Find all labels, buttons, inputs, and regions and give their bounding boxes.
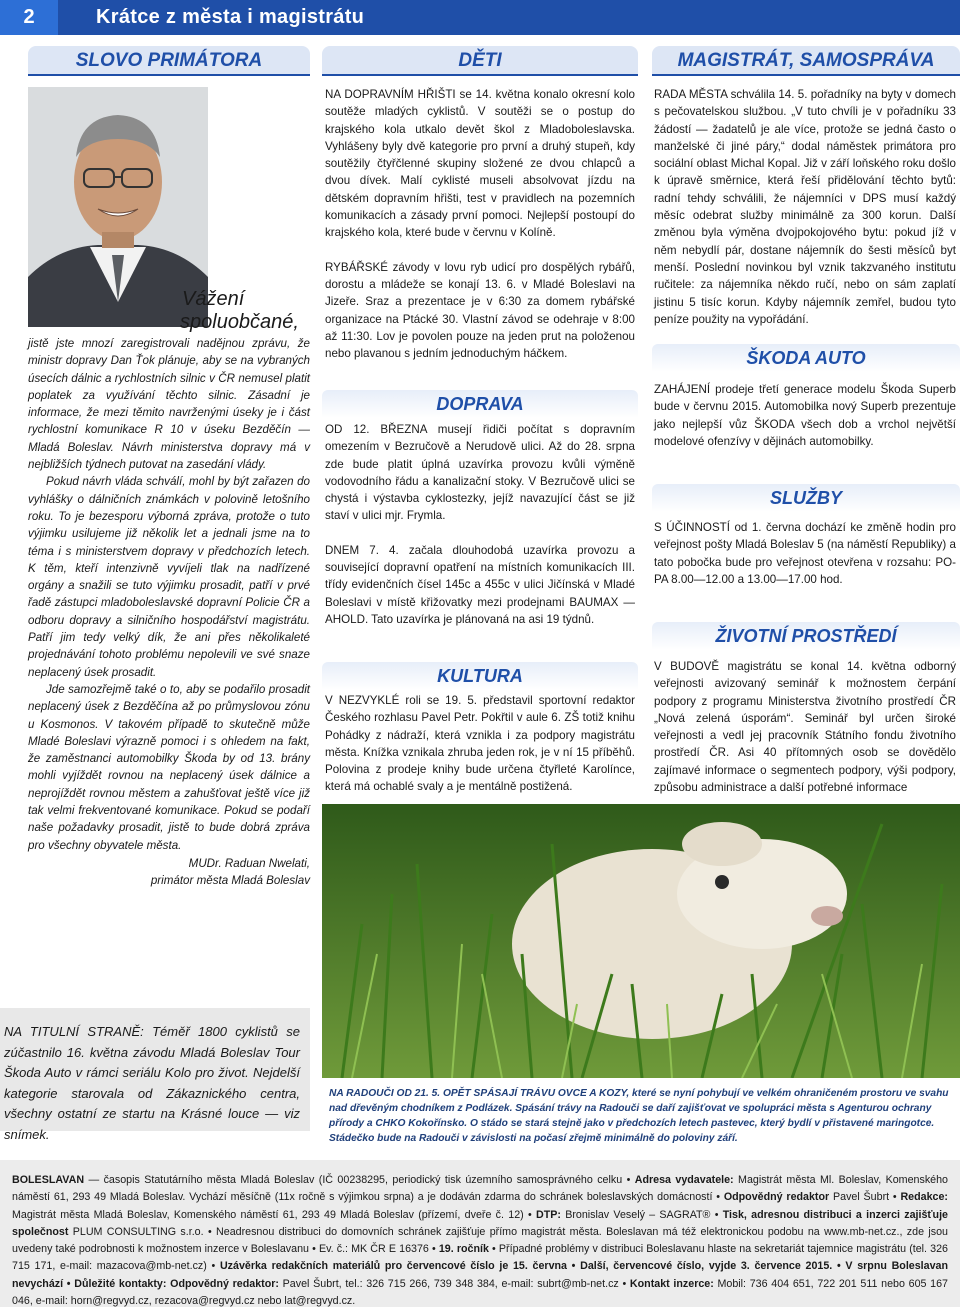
sluzby-article <box>654 519 956 588</box>
deti-article <box>325 86 635 362</box>
magistrat-article <box>654 86 956 328</box>
section-title-zivotni: ŽIVOTNÍ PROSTŘEDÍ <box>652 622 960 650</box>
page-number: 2 <box>0 0 58 35</box>
primator-paragraph: jistě jste mnozí zaregistrovali nadějnou zprávu, že ministr dopravy Dan Ťok plánuje, aby se na vybraných úsecích dálnic a rychlostních silnic v ČR nemusel platit poplatek za využívání těchto silnic. Zásadní je informace, že mezi těmito navrženými úseky je i část rychlostní komunikace R 10 v úseku Bezděčín — Mladá Boleslav. Návrh ministerstva dopravy má v nejbližších týdnech putovat na zasedání vlády. <box>28 337 310 472</box>
zivotni-article <box>654 658 956 796</box>
magistrat-paragraph: RADA MĚSTA schválila 14. 5. pořadníky na byty v domech s pečovatelskou službou. „V tuto chvíli je v pořadníku 33 žádostí — žadatelů je ale více, protože se jedná často o manželské či jiné páry,“ dodal náměstek primátora pro sociální oblast Michal Kopal. Již v září loňského roku došlo k úpravě směrnice, která řeší přidělování těchto bytů: radní tehdy schválili, že nájemníci v DPS musí každý měsíc odebrat služby minimálně za 300 korun. Další změnou byla výměna dvojpokojového bytu: pokud jíž v něm nebydlí pár, dostane nájemník do šesti měsíců byt menší. Poslední novinkou byl vznik takzvaného institutu ručitele: za nájemníka někdo ručí, nebo on sám zaplatí jistinu 5 tisíc korun. Kdyby nájemník zemřel, budou tyto peníze použity na vypořádání. <box>654 88 956 326</box>
imprint-text: BOLESLAVAN — časopis Statutárního města Mladá Boleslav (IČ 00238295, periodický tisk územního samosprávného celku • Adresa vydavatele: Magistrát města Ml. Boleslav, Komenského náměstí 61, 293 49 Mladá Boleslav. Vychází měsíčně (11x ročně s výjimkou srpna) a je dodáván zdarma do schránek boleslavských domácností • Odpovědný redaktor Pavel Šubrt • Redakce: Magistrát města Mladá Boleslav, Komenského náměstí 61, 293 49 Mladá Boleslav (přízemí, dveře č. 12) • DTP: Bronislav Veselý – SAGRAT® • Tisk, adresnou distribuci a inzerci zajišťuje společnost PLUM CONSULTING s.r.o. • Neadresnou distribuci do domovních schránek zajišťuje přímo magistrát města. Boleslavan má též elektronickou podobu na www.mb-net.cz., zde jsou uvedeny také podrobnosti k možnostem inzerce v Boleslavanu • Ev. č.: MK ČR E 16376 • 19. ročník • Případné problémy v distribuci Boleslavanu hlaste na sekretariát tajemnice magistrátu (tel. 326 715 171, e-mail: mazacova@mb-net.cz) • Uzávěrka redakčních materiálů pro červencové číslo je 15. června • Další, červencové číslo, vyjde 3. července 2015. • V srpnu Boleslavan nevychází • Důležité kontakty: Odpovědný redaktor: Pavel Šubrt, tel.: 326 715 266, 739 348 384, e-mail: subrt@mb-net.cz • Kontakt inzerce: Mobil: 736 404 651, 722 201 511 nebo 605 167 046, e-mail: horn@regvyd.cz, rezacova@regvyd.cz nebo lat@regvyd.cz. <box>12 1174 949 1308</box>
sluzby-paragraph: S ÚČINNOSTÍ od 1. června dochází ke změně hodin pro veřejnost pošty Mladá Boleslav 5 (na náměstí Republiky) a tato pobočka bude pro veřejnost otevřena v rozsahu: PO-PA 8.00—12.00 a 13.00—17.00 hod. <box>654 521 956 586</box>
photo-caption: NA RADOUČI OD 21. 5. OPĚT SPÁSAJÍ TRÁVU OVCE A KOZY, které se nyní pohybují ve velkém ohraničeném prostoru ve svahu nad dřevěným chodníkem z Podlázek. Spásání trávy na Radouči se daří zajišťovat ve spolupráci města s Agenturou ochrany přírody a CHKO Kokořínsko. O stádo se stará stejně jako v předchozích letech pastevec, který bydlí v přistavené maringotce. Stádečko bude na Radouči v závislosti na počasí zřejmě minimálně do poloviny září. <box>329 1088 949 1144</box>
skoda-article <box>654 381 956 450</box>
section-title-deti: DĚTI <box>322 46 638 76</box>
lamb-photo <box>322 804 960 1078</box>
signature-title: primátor města Mladá Boleslav <box>150 874 310 888</box>
primator-article <box>28 335 310 890</box>
salutation: Vážení spoluobčané, <box>180 288 299 333</box>
doprava-paragraph: OD 12. BŘEZNA musejí řidiči počítat s dopravním omezením v Bezručově a Nerudově ulici. Až do 28. srpna zde bude platit úplná uzavírka provozu kvůli výměně vodovodního řádu a kanalizační stoky. V Bezručově ulici se chystá i výstavba cyklostezky, jejíž navazující část se již staví v ulici mjr. Frymla. <box>325 423 635 523</box>
section-title-kultura: KULTURA <box>322 662 638 690</box>
kultura-article <box>325 692 635 796</box>
section-title-magistrat: MAGISTRÁT, SAMOSPRÁVA <box>652 46 960 76</box>
skoda-paragraph: ZAHÁJENÍ prodeje třetí generace modelu Škoda Superb bude v červnu 2015. Automobilka nový Superb prezentuje jako nejlepší vůz ŠKODA všech dob a vrchol největší modelové ofenzívy v dějinách automobilky. <box>654 383 956 448</box>
section-title-sluzby: SLUŽBY <box>652 484 960 512</box>
title-page-note: NA TITULNÍ STRANĚ: Téměř 1800 cyklistů se zúčastnilo 16. května závodu Mladá Boleslav Tour Škoda Auto v rámci seriálu Kolo pro život. Nejdelší kategorie starovala od Zákaznického centra, všechny ostatní ze startu na Krásné louce — viz snímek. <box>0 1008 310 1131</box>
kultura-paragraph: V NEZVYKLÉ roli se 19. 5. představil sportovní redaktor Českého rozhlasu Pavel Petr. Pokřtil v aule 6. ZŠ totiž knihu Pohádky z nádraží, která vznikla i za podpory magistrátu města. Knížka vznikala zhruba jeden rok, je v ní 15 příběhů. Polovina z prodeje knihy bude určena čtyřleté Karolínce, která má ochablé svaly a je mentálně postižená. <box>325 694 635 794</box>
signature-name: MUDr. Raduan Nwelati, <box>188 856 310 870</box>
doprava-paragraph: DNEM 7. 4. začala dlouhodobá uzavírka provozu a související dopravní opatření na místních komunikacích III. třídy evidenčních čísel 145c a 455c v ulici Jičínská v Mladé Boleslavi v místě křižovatky mezi prodejnami BAUMAX — AHOLD. Tato uzavírka je plánovaná na asi 19 týdnů. <box>325 543 635 626</box>
page-title: Krátce z města i magistrátu <box>96 6 365 28</box>
primator-paragraph: Pokud návrh vláda schválí, mohl by být zařazen do vyhlášky o dálničních známkách v polovině letošního roku. To je bezesporu výborná zpráva, protože o tuto výjimku usilujeme již několik let a jednali jsme na to téma i s ministerstvem dopravy v předchozích letech. K těm, kteří intenzivně vyvíjeli tlak na nadřízené orgány a snažili se tuto výjimku prosadit, patří v prvé řadě zástupci mladoboleslavské dopravní Policie ČR a odboru dopravy a silničního hospodářství magistrátu. Patří jim tedy velký dík, že ani přes několikaleté projednávání tohoto problému nepolevili ve své snaze neplacený úsek prosadit. <box>28 475 310 679</box>
doprava-article <box>325 421 635 628</box>
section-title-doprava: DOPRAVA <box>322 390 638 418</box>
imprint-footer <box>0 1160 960 1307</box>
deti-paragraph: RYBÁŘSKÉ závody v lovu ryb udicí pro dospělých rybářů, dorostu a mládeže se konají 13. 6. v Mladé Boleslavi na Jizeře. Sraz a prezentace je v 6:30 za domem rybářské organizace na Ptácké 30. Vlastní závod se odehraje v 8:00 až 11:30. Lov je povolen pouze na jeden prut na položenou nebo plavanou s jedním jednoduchým háčkem. <box>325 260 635 361</box>
deti-paragraph: NA DOPRAVNÍM HŘIŠTI se 14. května konalo okresní kolo soutěže mladých cyklistů. V soutěži se o postup do krajského kola utkalo devět škol z Mladoboleslavska. Vyhlášeny byly dvě kategorie pro první a druhý stupeň, kdy soutěžily čtyřčlenné skupiny složené ze dvou chlapců a dvou dívek. Malí cyklisté museli absolvovat jízdu na dětském dopravním hřišti, test v pravidlech na pozemních komunikacích a zásady první pomoci. Nejlepší postoupí do krajského kola, které bude v červnu v Kolíně. <box>325 88 635 240</box>
section-title-primator: SLOVO PRIMÁTORA <box>28 46 310 76</box>
section-title-skoda: ŠKODA AUTO <box>652 344 960 372</box>
zivotni-paragraph: V BUDOVĚ magistrátu se konal 14. května odborný veřejnosti avizovaný seminář k možnostem čerpání podpory z programu Ministerstva životního prostředí ČR „Nová zelená úsporám“. Seminář byl určen široké veřejnosti a vedl jej pracovník Státního fondu životního prostředí ČR. Asi 40 přítomných osob se dovědělo zajímavé informace o segmentech podpory, výši podpory, způsobu administrace a další potřebné informace <box>654 660 956 795</box>
primator-paragraph: Jde samozřejmě také o to, aby se podařilo prosadit neplacený úsek z Bezděčína až po průmyslovou zónu u Kosmonos. V takovém případě to skutečně může Mladé Boleslavi výrazně pomoci i s ohledem na fakt, že zaměstnanci automobilky Škoda by od 13. brány mohli vyjíždět rovnou na neplacený úsek dálnice a neprojíždět rovnou městem a zahušťovat ještě více již tak velmi frekventované komunikace. Pokud se podaří naše požadavky prosadit, jistě to bude dobrá zpráva pro všechny obyvatele města. <box>28 682 310 852</box>
